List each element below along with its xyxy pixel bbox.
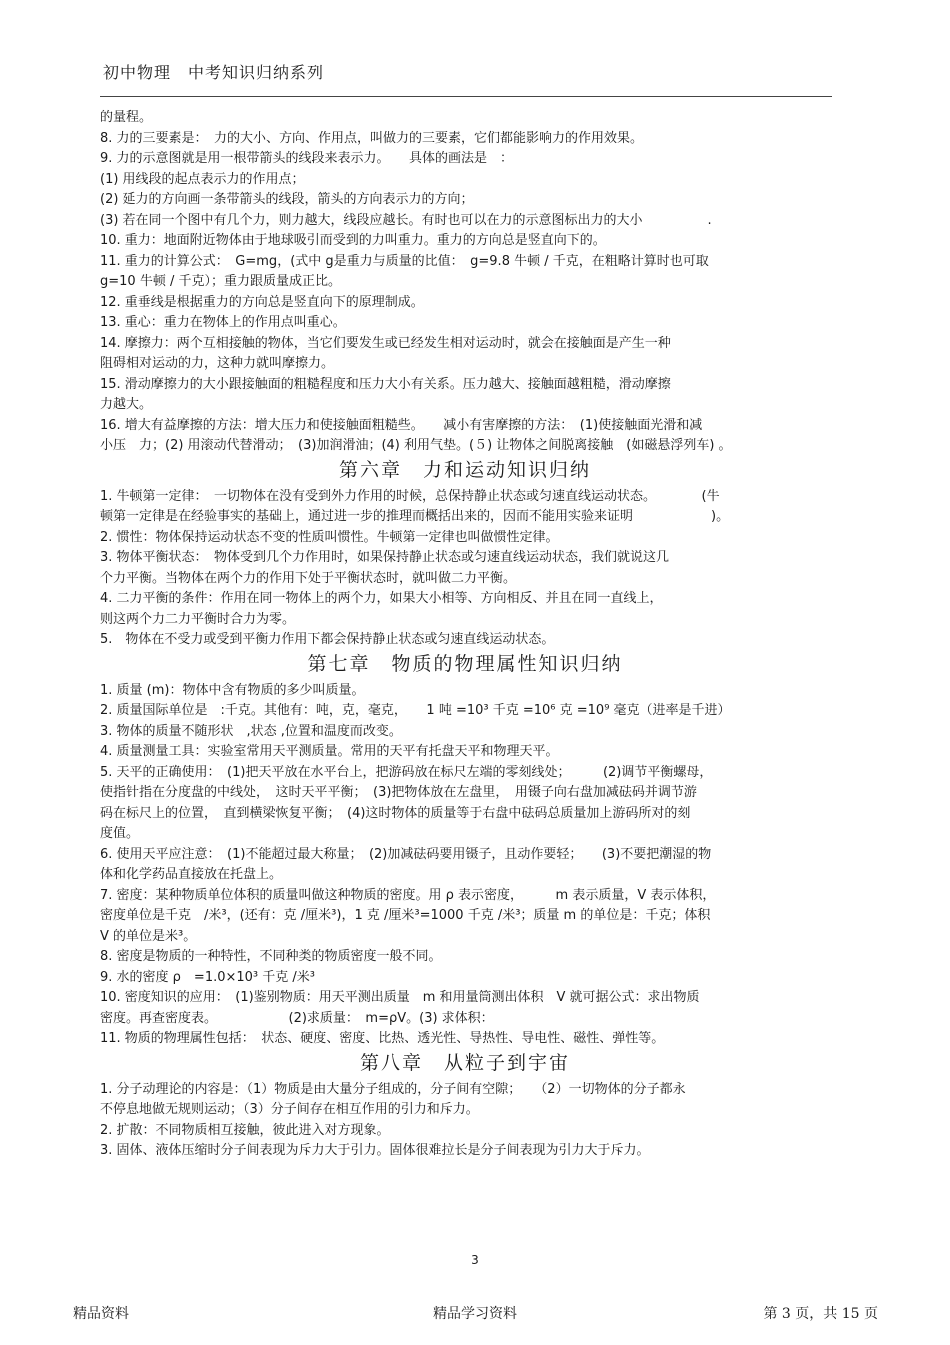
body-line: 16. 增大有益摩擦的方法：增大压力和使接触面粗糙些。 减小有害摩擦的方法： (1)使接触面光滑和减 [100, 417, 703, 433]
footer-page-indicator: 第 3 页，共 15 页 [763, 1306, 878, 1322]
body-line: 阻碍相对运动的力，这种力就叫摩擦力。 [100, 356, 335, 371]
body-line: 9. 水的密度 ρ =1.0×10³ 千克 /米³ [100, 969, 315, 985]
body-line: V 的单位是米³。 [100, 928, 197, 944]
body-line: 9. 力的示意图就是用一根带箭头的线段来表示力。 具体的画法是 ： [100, 151, 514, 166]
footer-center: 精品学习资料 [433, 1306, 517, 1322]
body-line: g=10 牛顿 / 千克）；重力跟质量成正比。 [100, 274, 341, 289]
body-line: 码在标尺上的位置， 直到横梁恢复平衡； (4)这时物体的质量等于右盘中砝码总质量加上游码所对的刻 [100, 805, 691, 821]
body-line: 不停息地做无规则运动；（3）分子间存在相互作用的引力和斥力。 [100, 1102, 479, 1117]
body-line: 2. 质量国际单位是 :千克。其他有：吨，克，毫克， 1 吨 =10³ 千克 =10⁶ 克 =10⁹ 毫克（进率是千进） [100, 703, 731, 718]
body-line: 7. 密度：某种物质单位体积的质量叫做这种物质的密度。用 ρ 表示密度， m 表示质量，V 表示体积， [100, 887, 716, 903]
body-line: 8. 力的三要素是： 力的大小、方向、作用点，叫做力的三要素，它们都能影响力的作用效果。 [100, 130, 644, 146]
body-line: 15. 滑动摩擦力的大小跟接触面的粗糙程度和压力大小有关系。压力越大、接触面越粗糙，滑动摩擦 [100, 376, 671, 392]
body-line: 5. 天平的正确使用： (1)把天平放在水平台上，把游码放在标尺左端的零刻线处； (2)调节平衡螺母， [100, 764, 713, 780]
body-line: 6. 使用天平应注意： (1)不能超过最大称量； (2)加减砝码要用镊子，且动作要轻； (3)不要把潮湿的物 [100, 846, 712, 862]
body-line: 个力平衡。当物体在两个力的作用下处于平衡状态时，就叫做二力平衡。 [100, 570, 517, 586]
body-line: 14. 摩擦力：两个互相接触的物体，当它们要发生或已经发生相对运动时，就会在接触面是产生一种 [100, 335, 671, 351]
body-line: 则这两个力二力平衡时合力为零。 [100, 611, 296, 627]
chapter-heading-8: 第八章 从粒子到宇宙 [359, 1051, 570, 1074]
body-line: 体和化学药品直接放在托盘上。 [100, 867, 283, 882]
body-line: 的量程。 [100, 110, 153, 125]
body-line: 11. 物质的物理属性包括： 状态、硬度、密度、比热、透光性、导热性、导电性、磁性、弹性等。 [100, 1031, 665, 1046]
body-line: 度值。 [100, 826, 140, 841]
body-line: 1. 质量 (m)：物体中含有物质的多少叫质量。 [100, 682, 365, 698]
body-line: 小压 力；(2) 用滚动代替滑动； (3)加润滑油；(4) 利用气垫。(５) 让物体之间脱离接触 (如磁悬浮列车) 。 [100, 438, 732, 453]
body-line: 8. 密度是物质的一种特性，不同种类的物质密度一般不同。 [100, 949, 442, 964]
body-line: 2. 惯性：物体保持运动状态不变的性质叫惯性。牛顿第一定律也叫做惯性定律。 [100, 529, 559, 545]
page-number: 3 [471, 1253, 479, 1267]
body-line: 使指针指在分度盘的中线处， 这时天平平衡； (3)把物体放在左盘里， 用镊子向右盘加减砝码并调节游 [100, 785, 697, 800]
page-body [100, 108, 830, 1162]
body-line: 3. 物体的质量不随形状 ,状态 ,位置和温度而改变。 [100, 723, 402, 739]
footer-left: 精品资料 [73, 1306, 129, 1322]
body-line: 10. 重力：地面附近物体由于地球吸引而受到的力叫重力。重力的方向总是竖直向下的。 [100, 233, 606, 248]
body-line: 1. 牛顿第一定律： 一切物体在没有受到外力作用的时候，总保持静止状态或匀速直线运动状态。 (牛 [100, 488, 720, 504]
body-line: 4. 二力平衡的条件：作用在同一物体上的两个力，如果大小相等、方向相反、并且在同一直线上， [100, 591, 663, 606]
running-header: 初中物理 中考知识归纳系列 [103, 63, 325, 82]
body-line: 密度单位是千克 /米³，(还有：克 /厘米³)，1 克 /厘米³=1000 千克 /米³；质量 m 的单位是：千克；体积 [100, 908, 711, 923]
body-line: 13. 重心：重力在物体上的作用点叫重心。 [100, 315, 346, 330]
body-line: 3. 固体、液体压缩时分子间表现为斥力大于引力。固体很难拉长是分子间表现为引力大于斥力。 [100, 1143, 650, 1158]
body-line: (3) 若在同一个图中有几个力，则力越大，线段应越长。有时也可以在力的示意图标出力的大小 . [100, 212, 712, 228]
chapter-heading-6: 第六章 力和运动知识归纳 [338, 458, 591, 481]
body-line: 力越大。 [100, 397, 153, 412]
body-line: 2. 扩散：不同物质相互接触，彼此进入对方现象。 [100, 1122, 390, 1138]
body-line: 10. 密度知识的应用： (1)鉴别物质：用天平测出质量 m 和用量筒测出体积 V 就可据公式：求出物质 [100, 990, 700, 1005]
chapter-heading-7: 第七章 物质的物理属性知识归纳 [307, 652, 623, 675]
header-divider [100, 96, 832, 97]
body-line: 5. 物体在不受力或受到平衡力作用下都会保持静止状态或匀速直线运动状态。 [100, 632, 555, 647]
body-line: 密度。再查密度表。 (2)求质量： m=ρV。(3) 求体积： [100, 1010, 494, 1026]
body-line: 顿第一定律是在经验事实的基础上，通过进一步的推理而概括出来的，因而不能用实验来证明 )。 [100, 509, 730, 524]
body-line: (1) 用线段的起点表示力的作用点； [100, 171, 305, 187]
body-line: 3. 物体平衡状态： 物体受到几个力作用时，如果保持静止状态或匀速直线运动状态，我们就说这几 [100, 550, 670, 565]
body-line: 4. 质量测量工具：实验室常用天平测质量。常用的天平有托盘天平和物理天平。 [100, 744, 559, 759]
body-line: 1. 分子动理论的内容是：（1）物质是由大量分子组成的，分子间有空隙； （2）一切物体的分子都永 [100, 1081, 686, 1097]
body-line: 12. 重垂线是根据重力的方向总是竖直向下的原理制成。 [100, 294, 424, 310]
body-line: (2) 延力的方向画一条带箭头的线段，箭头的方向表示力的方向； [100, 192, 474, 207]
body-line: 11. 重力的计算公式： G=mg，(式中 g是重力与质量的比值： g=9.8 牛顿 / 千克，在粗略计算时也可取 [100, 253, 709, 269]
